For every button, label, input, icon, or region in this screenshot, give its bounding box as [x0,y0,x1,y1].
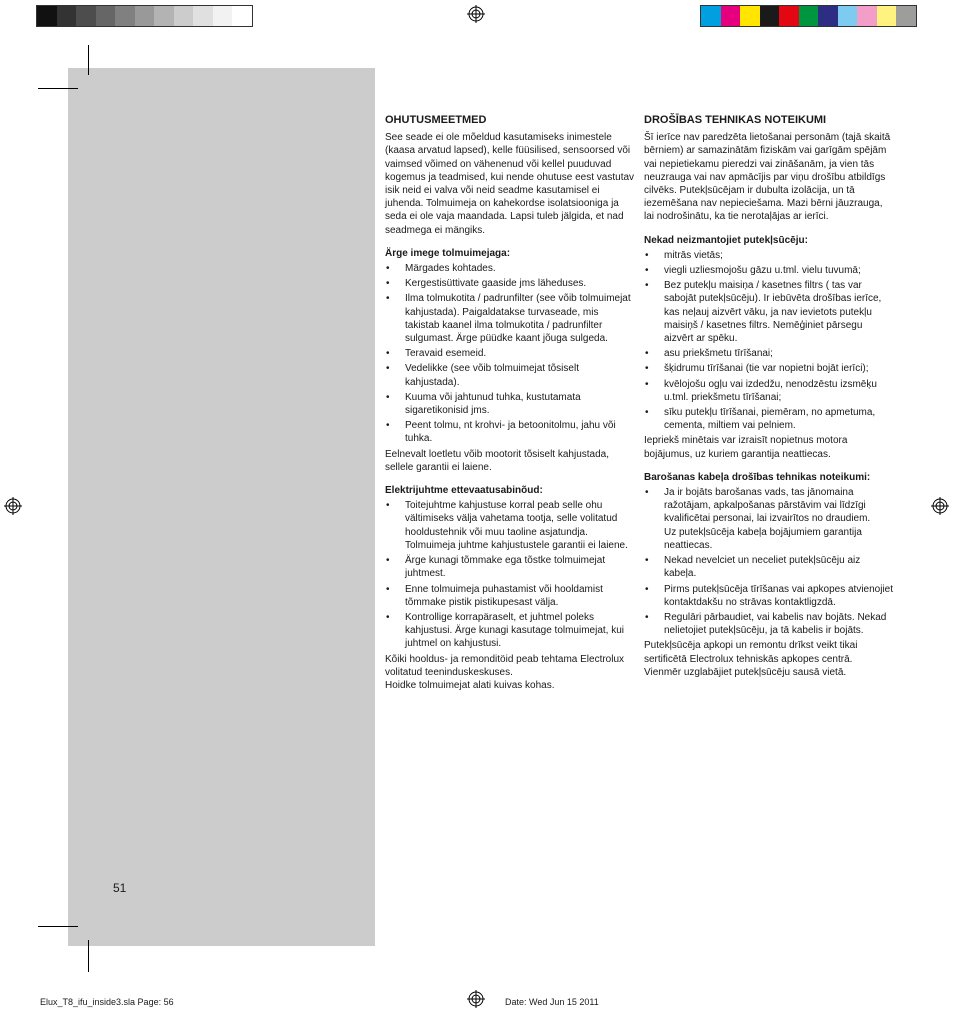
color-swatch [96,6,116,26]
color-swatch [174,6,194,26]
estonian-safety-column [385,114,635,692]
color-swatch [193,6,213,26]
registration-mark-bottom-icon [467,990,485,1008]
intro-paragraph: See seade ei ole mõeldud kasutamiseks inimestele (kaasa arvatud lapsed), kelle füüsilised, sensoorsed või vaimsed võimed on vähenenud või kellel puuduvad kogemus ja teadmised, kui nende ohutuse eest vastutav isik neid ei valva või neid seadme kasutamisel ei juhenda. Tolmuimeja on kahekordse isolatsiooniga ja seda ei ole vaja maandada. Lapsi tuleb jälgida, et nad seadmega ei mängiks. [385,132,635,236]
section-title: DROŠĪBAS TEHNIKAS NOTEIKUMI [644,114,827,126]
footer-file-info: Elux_T8_ifu_inside3.sla Page: 56 [40,997,174,1007]
note-paragraph: Iepriekš minētais var izraisīt nopietnus motora bojājumus, uz kuriem garantija neattiecas. [644,435,848,460]
subsection-title: Elektrijuhtme ettevaatusabinõud: [385,485,543,497]
color-swatch [779,6,799,26]
list-item: • Märgades kohtades. [385,262,635,275]
list-item: • kvēlojošu ogļu vai izdedžu, nenodzēstu izsmēķu u.tml. priekšmetu tīrīšanai; [644,378,894,404]
list-item: • Nekad nevelciet un neceliet putekļsūcēju aiz kabeļa. [644,554,894,580]
crop-mark [88,45,89,75]
note-paragraph: Hoidke tolmuimejat alati kuivas kohas. [385,679,555,691]
list-item [644,486,894,552]
warning-list [644,249,894,433]
color-swatch [877,6,897,26]
list-item: • Ilma tolmukotita / padrunfilter (see võib tolmuimejat kahjustada). Paigaldatakse turvaseade, mis takistab kaanel ilma tolmukotita / padrunfilter sulgumast. Ärge püüdke kaant jõuga sulgeda. [385,292,635,345]
note-paragraph: Eelnevalt loetletu võib mootorit tõsiselt kahjustada, sellele garantii ei laiene. [385,448,610,473]
cord-precautions-list [385,499,635,650]
color-swatch [701,6,721,26]
grayscale-calibration-bar [36,5,253,27]
crop-mark [88,940,89,972]
subsection-title: Nekad neizmantojiet putekļsūcēju: [644,234,808,246]
footer-date: Date: Wed Jun 15 2011 [505,997,599,1007]
list-item-note: Uz putekļsūcēja kabeļa bojājumiem garantija neattiecas. [664,526,862,551]
latvian-safety-column [644,114,894,679]
list-item: • Vedelikke (see võib tolmuimejat tõsiselt kahjustada). [385,362,635,388]
color-swatch [721,6,741,26]
color-swatch [896,6,916,26]
list-item: • Kergestisüttivate gaaside jms läheduses. [385,277,635,290]
list-item: • Enne tolmuimeja puhastamist või hooldamist tõmmake pistik pistikupesast välja. [385,583,635,609]
list-item [385,499,635,552]
list-item-text: Toitejuhtme kahjustuse korral peab selle ohu vältimiseks välja vahetama tootja, selle volitatud hooldustehnik või muu taoline asjatundja. [405,500,618,538]
note-paragraph: Vienmēr uzglabājiet putekļsūcēju sausā vietā. [644,666,847,678]
cord-precautions-list [644,486,894,637]
registration-mark-right-icon [931,497,949,515]
color-swatch [818,6,838,26]
crop-mark [38,926,78,927]
list-item: • viegli uzliesmojošu gāzu u.tml. vielu tuvumā; [644,264,894,277]
section-title: OHUTUSMEETMED [385,114,487,126]
subsection-title: Barošanas kabeļa drošības tehnikas noteikumi: [644,471,871,483]
list-item: • asu priekšmetu tīrīšanai; [644,347,894,360]
color-swatch [838,6,858,26]
list-item: • mitrās vietās; [644,249,894,262]
list-item: • šķidrumu tīrīšanai (tie var nopietni bojāt ierīci); [644,362,894,375]
color-swatch [760,6,780,26]
note-paragraph: Putekļsūcēja apkopi un remontu drīkst veikt tikai sertificētā Electrolux tehniskās apkopes centrā. [644,640,858,665]
list-item: • sīku putekļu tīrīšanai, piemēram, no apmetuma, cementa, miltiem vai pelniem. [644,406,894,432]
warning-list [385,262,635,446]
list-item: • Regulāri pārbaudiet, vai kabelis nav bojāts. Nekad nelietojiet putekļsūcēju, ja tā kabelis ir bojāts. [644,611,894,637]
list-item: • Bez putekļu maisiņa / kasetnes filtrs ( tas var sabojāt putekļsūcēju). Ir iebūvēta drošības ierīce, kas neļauj aizvērt vāku, ja nav ievietots putekļu maisiņš / kasetnes filtrs. Nemēģiniet pārsegu aizvērt ar spēku. [644,279,894,345]
intro-paragraph: Šī ierīce nav paredzēta lietošanai personām (tajā skaitā bērniem) ar samazinātām fiziskām vai garīgām spējām vai nepietiekamu pieredzi vai zināšanām, ja vien tās neuzrauga vai nav apmācījis par viņu drošību atbildīgs cilvēks. Putekļsūcējam ir dubulta izolācija, un tā iezemēšana nav nepieciešama. Mazi bērni jāuzrauga, lai nodrošinātu, ka tie nerotaļājas ar ierīci. [644,132,891,223]
color-swatch [135,6,155,26]
color-swatch [37,6,57,26]
list-item-note: Tolmuimeja juhtme kahjustustele garantii ei laiene. [405,539,628,551]
subsection-title: Ärge imege tolmuimejaga: [385,247,511,259]
color-swatch [154,6,174,26]
list-item: • Kuuma või jahtunud tuhka, kustutamata sigaretikonisid jms. [385,391,635,417]
color-swatch [232,6,252,26]
list-item: • Peent tolmu, nt krohvi- ja betoonitolmu, jahu või tuhka. [385,419,635,445]
list-item: • Kontrollige korrapäraselt, et juhtmel poleks kahjustusi. Ärge kunagi kasutage tolmuimejat, kui juhtmel on kahjustusi. [385,611,635,651]
note-paragraph: Kõiki hooldus- ja remonditöid peab tehtama Electrolux volitatud teeninduskeskuses. [385,653,625,678]
color-swatch [213,6,233,26]
registration-mark-top-icon [467,5,485,23]
side-panel [68,68,375,946]
color-swatch [857,6,877,26]
color-swatch [740,6,760,26]
crop-mark [38,88,78,89]
color-calibration-bar [700,5,917,27]
list-item-text: Ja ir bojāts barošanas vads, tas jānomaina ražotājam, apkalpošanas pārstāvim vai līdzīgi kvalificētai personai, lai izvairītos no draudiem. [664,487,871,525]
page-number: 51 [113,881,127,895]
list-item: • Teravaid esemeid. [385,347,635,360]
color-swatch [76,6,96,26]
color-swatch [115,6,135,26]
list-item: • Ärge kunagi tõmmake ega tõstke tolmuimejat juhtmest. [385,554,635,580]
color-swatch [57,6,77,26]
color-swatch [799,6,819,26]
registration-mark-left-icon [4,497,22,515]
list-item: • Pirms putekļsūcēja tīrīšanas vai apkopes atvienojiet kontaktdakšu no strāvas kontaktligzdā. [644,583,894,609]
